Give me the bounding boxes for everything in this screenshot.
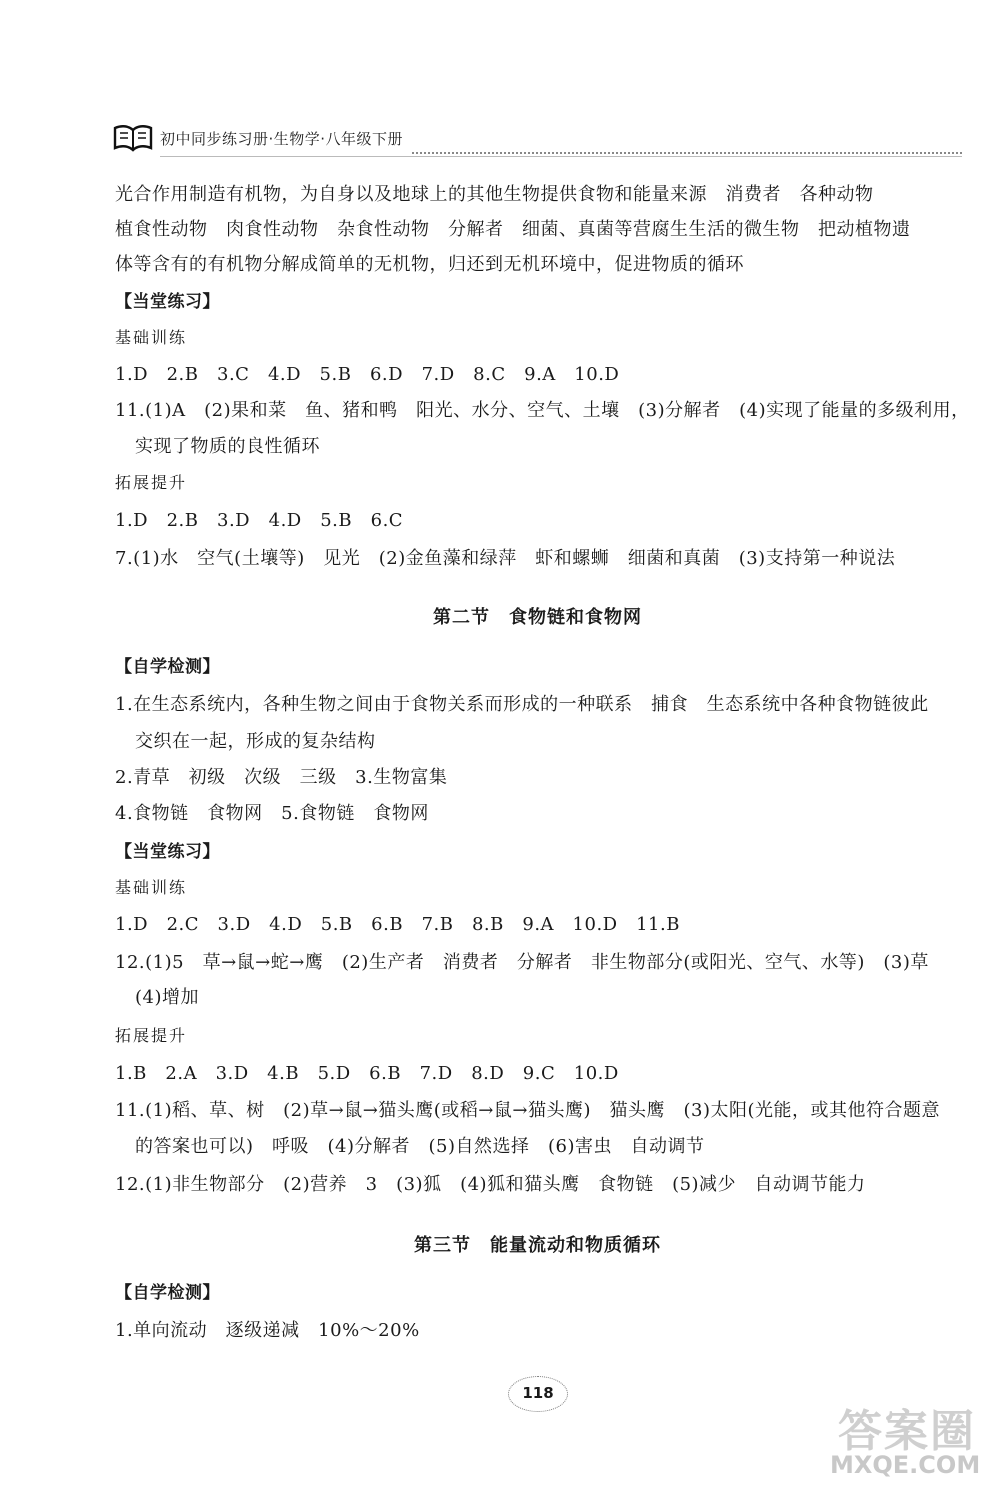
answer-line: 1.D 2.C 3.D 4.D 5.B 6.B 7.B 8.B 9.A 10.D 11.B [115, 914, 680, 935]
page-number: 118 [522, 1384, 554, 1402]
page-header [112, 118, 962, 158]
text-line: 植食性动物 肉食性动物 杂食性动物 分解者 细菌、真菌等营腐生生活的微生物 把动植物遗 [115, 219, 911, 240]
answer-line: 11.(1)A (2)果和菜 鱼、猪和鸭 阳光、水分、空气、土壤 (3)分解者 (4)实现了能量的多级利用， [115, 400, 970, 421]
answer-line: 1.单向流动 逐级递减 10%～20% [115, 1320, 420, 1341]
subsection-label: 基础训练 [115, 878, 188, 897]
section-label: 【自学检测】 [115, 657, 220, 677]
open-book-icon [112, 124, 154, 152]
watermark-url: MXQE.COM [830, 1451, 981, 1479]
header-rule [160, 156, 962, 157]
book-title: 初中同步练习册·生物学·八年级下册 [160, 130, 404, 148]
subsection-label: 拓展提升 [115, 473, 188, 492]
page-number-badge [508, 1376, 568, 1412]
section-title: 第二节 食物链和食物网 [433, 607, 642, 628]
answer-line: 4.食物链 食物网 5.食物链 食物网 [115, 803, 429, 824]
answer-line: 1.D 2.B 3.C 4.D 5.B 6.D 7.D 8.C 9.A 10.D [115, 364, 620, 385]
subsection-label: 基础训练 [115, 328, 188, 347]
watermark-title: 答案圈 [838, 1406, 976, 1457]
answer-line: 1.在生态系统内，各种生物之间由于食物关系而形成的一种联系 捕食 生态系统中各种食物链彼此 [115, 694, 929, 715]
subsection-label: 拓展提升 [115, 1026, 188, 1045]
section-label: 【自学检测】 [115, 1283, 220, 1303]
answer-line: 1.B 2.A 3.D 4.B 5.D 6.B 7.D 8.D 9.C 10.D [115, 1063, 619, 1084]
answer-line: 1.D 2.B 3.D 4.D 5.B 6.C [115, 510, 404, 531]
answer-line: 的答案也可以) 呼吸 (4)分解者 (5)自然选择 (6)害虫 自动调节 [135, 1136, 705, 1157]
answer-line: 7.(1)水 空气(土壤等) 见光 (2)金鱼藻和绿萍 虾和螺蛳 细菌和真菌 (3)支持第一种说法 [115, 548, 896, 569]
watermark-logo [830, 1395, 1000, 1491]
answer-line: 12.(1)非生物部分 (2)营养 3 (3)狐 (4)狐和猫头鹰 食物链 (5)减少 自动调节能力 [115, 1174, 866, 1195]
answer-line: 11.(1)稻、草、树 (2)草→鼠→猫头鹰(或稻→鼠→猫头鹰) 猫头鹰 (3)太阳(光能，或其他符合题意 [115, 1100, 941, 1121]
answer-line: 2.青草 初级 次级 三级 3.生物富集 [115, 767, 448, 788]
answer-line: 实现了物质的良性循环 [135, 436, 320, 457]
answer-line: (4)增加 [135, 987, 199, 1008]
answer-line: 交织在一起，形成的复杂结构 [135, 731, 376, 752]
text-line: 体等含有的有机物分解成简单的无机物，归还到无机环境中，促进物质的循环 [115, 254, 744, 275]
text-line: 光合作用制造有机物，为自身以及地球上的其他生物提供食物和能量来源 消费者 各种动物 [115, 184, 874, 205]
header-dotted-rule [412, 152, 962, 154]
section-label: 【当堂练习】 [115, 292, 220, 312]
section-title: 第三节 能量流动和物质循环 [414, 1235, 661, 1256]
section-label: 【当堂练习】 [115, 842, 220, 862]
answer-line: 12.(1)5 草→鼠→蛇→鹰 (2)生产者 消费者 分解者 非生物部分(或阳光、空气、水等) (3)草 [115, 952, 929, 973]
